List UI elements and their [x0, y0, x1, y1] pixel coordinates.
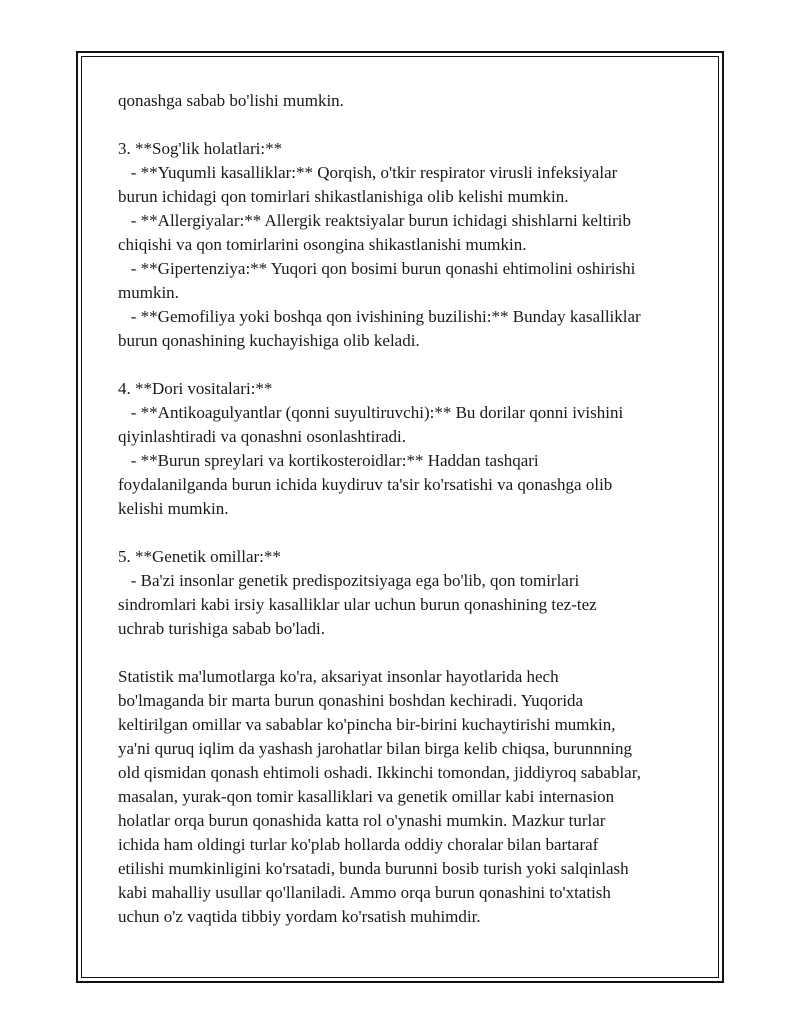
text-line: - **Antikoagulyantlar (qonni suyultiruvchi):** Bu dorilar qonni ivishini: [118, 403, 624, 422]
text-line: uchrab turishiga sabab bo'ladi.: [118, 619, 326, 638]
text-line: - **Burun spreylari va kortikosteroidlar:** Haddan tashqari: [118, 451, 539, 470]
paragraph-line: holatlar orqa burun qonashida katta rol o'ynashi mumkin. Mazkur turlar: [118, 811, 606, 830]
blank-line: [118, 353, 690, 377]
text-line: - **Gemofiliya yoki boshqa qon ivishining buzilishi:** Bunday kasalliklar: [118, 307, 641, 326]
text-line: qonashga sabab bo'lishi mumkin.: [118, 91, 344, 110]
text-line: mumkin.: [118, 283, 179, 302]
paragraph-line: kabi mahalliy usullar qo'llaniladi. Ammo orqa burun qonashini to'xtatish: [118, 883, 611, 902]
text-line: - **Yuqumli kasalliklar:** Qorqish, o'tkir respirator virusli infeksiyalar: [118, 163, 618, 182]
blank-line: [118, 641, 690, 665]
paragraph-line: Statistik ma'lumotlarga ko'ra, aksariyat insonlar hayotlarida hech: [118, 667, 559, 686]
paragraph-line: ya'ni quruq iqlim da yashash jarohatlar bilan birga kelib chiqsa, burunnning: [118, 739, 633, 758]
section-heading: 4. **Dori vositalari:**: [118, 379, 273, 398]
paragraph-line: ichida ham oldingi turlar ko'plab hollarda oddiy choralar bilan bartaraf: [118, 835, 599, 854]
text-line: - Ba'zi insonlar genetik predispozitsiyaga ega bo'lib, qon tomirlari: [118, 571, 580, 590]
paragraph-line: bo'lmaganda bir marta burun qonashini boshdan kechiradi. Yuqorida: [118, 691, 584, 710]
text-line: foydalanilganda burun ichida kuydiruv ta'sir ko'rsatishi va qonashga olib: [118, 475, 613, 494]
text-line: kelishi mumkin.: [118, 499, 229, 518]
section-heading: 3. **Sog'lik holatlari:**: [118, 139, 283, 158]
paragraph-line: uchun o'z vaqtida tibbiy yordam ko'rsatish muhimdir.: [118, 907, 481, 926]
document-body: [118, 89, 690, 929]
text-line: burun ichidagi qon tomirlari shikastlanishiga olib kelishi mumkin.: [118, 187, 569, 206]
text-line: chiqishi va qon tomirlarini osongina shikastlanishi mumkin.: [118, 235, 527, 254]
text-line: - **Gipertenziya:** Yuqori qon bosimi burun qonashi ehtimolini oshirishi: [118, 259, 636, 278]
text-line: - **Allergiyalar:** Allergik reaktsiyalar burun ichidagi shishlarni keltirib: [118, 211, 632, 230]
blank-line: [118, 521, 690, 545]
paragraph-line: masalan, yurak-qon tomir kasalliklari va genetik omillar kabi internasion: [118, 787, 615, 806]
paragraph-line: etilishi mumkinligini ko'rsatadi, bunda burunni bosib turish yoki salqinlash: [118, 859, 629, 878]
section-heading: 5. **Genetik omillar:**: [118, 547, 281, 566]
text-line: burun qonashining kuchayishiga olib keladi.: [118, 331, 420, 350]
text-line: qiyinlashtiradi va qonashni osonlashtiradi.: [118, 427, 407, 446]
blank-line: [118, 113, 690, 137]
text-line: sindromlari kabi irsiy kasalliklar ular uchun burun qonashining tez-tez: [118, 595, 597, 614]
paragraph-line: old qismidan qonash ehtimoli oshadi. Ikkinchi tomondan, jiddiyroq sabablar,: [118, 763, 641, 782]
paragraph-line: keltirilgan omillar va sabablar ko'pincha bir-birini kuchaytirishi mumkin,: [118, 715, 616, 734]
